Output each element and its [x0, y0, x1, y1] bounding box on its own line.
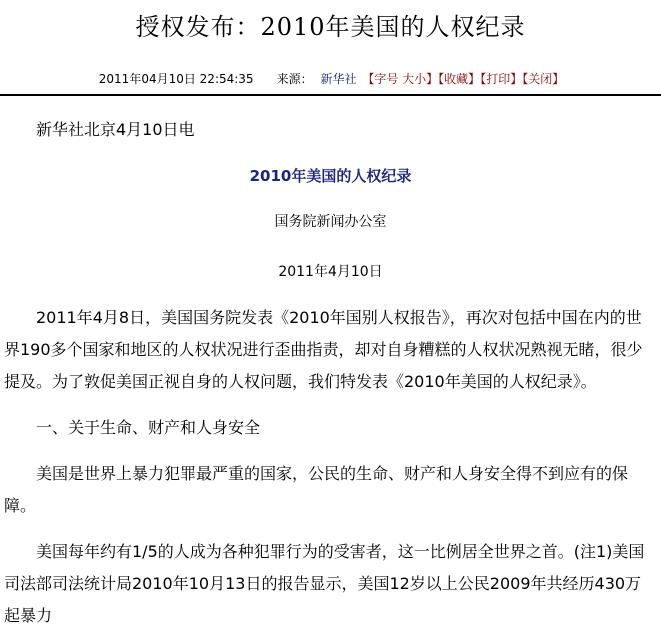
article-meta	[0, 70, 661, 88]
issuer: 国务院新闻办公室	[274, 214, 387, 230]
dateline: 新华社北京4月10日电	[36, 120, 195, 139]
divider	[0, 94, 661, 96]
close-link[interactable]: 【关闭】	[522, 72, 565, 86]
article-body	[0, 114, 661, 632]
font-size-link[interactable]: 【字号 大小】	[362, 72, 439, 86]
issue-date: 2011年4月10日	[278, 264, 383, 280]
source-name: 新华社	[320, 72, 357, 86]
section-heading: 一、关于生命、财产和人身安全	[36, 418, 261, 437]
article-subtitle: 2010年美国的人权纪录	[249, 167, 412, 185]
publish-datetime: 2011年04月10日 22:54:35	[98, 72, 254, 86]
paragraph: 2011年4月8日，美国国务院发表《2010年国别人权报告》，再次对包括中国在内的世界190多个国家和地区的人权状况进行歪曲指责，却对自身糟糕的人权状况熟视无睹，很少提及。为了敦促美国正视自身的人权问题，我们特发表《2010年美国的人权纪录》。	[4, 308, 643, 391]
print-link[interactable]: 【打印】	[480, 72, 523, 86]
paragraph: 美国每年约有1/5的人成为各种犯罪行为的受害者，这一比例居全世界之首。(注1)美国司法部司法统计局2010年10月13日的报告显示，美国12岁以上公民2009年共经历430万起暴力	[4, 542, 645, 625]
source-label: 来源：	[276, 72, 313, 86]
favorite-link[interactable]: 【收藏】	[438, 72, 481, 86]
paragraph: 美国是世界上暴力犯罪最严重的国家，公民的生命、财产和人身安全得不到应有的保障。	[4, 464, 629, 515]
article-title: 授权发布：2010年美国的人权纪录	[135, 13, 526, 41]
